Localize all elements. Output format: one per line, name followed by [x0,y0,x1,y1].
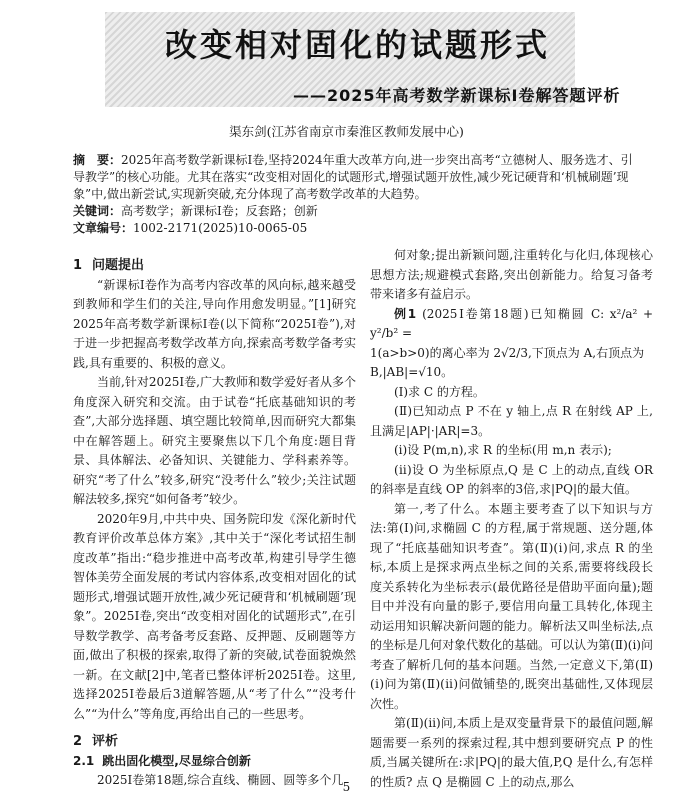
article-number-line [73,220,633,237]
article-subtitle: ——2025年高考数学新课标Ⅰ卷解答题评析 [293,86,621,105]
left-paragraph-4: 2025Ⅰ卷第18题,综合直线、椭圆、圆等多个几 [97,773,344,787]
abstract-text: 2025年高考数学新课标Ⅰ卷,坚持2024年重大改革方向,进一步突出高考“立德树人、服务选才、引导教学”的核心功能。尤其在落实“改变相对固化的试题形式,增强试题开放性,减少死记硬背和‘机械刷题’现象”中,做出新尝试,实现新突破,充分体现了高考数学改革的大趋势。 [73,153,633,201]
section-1-number: 1 [73,258,83,273]
title-banner [105,12,621,107]
right-paragraph-3: 第(Ⅱ)(ⅱ)问,本质上是双变量背景下的最值问题,解题需要一系列的探索过程,其中想到要研究点 P 的性质,当属关键所在:求|PQ|的最大值,P,Q 是什么,有怎样的性质? 点 Q 是椭圆 C 上的动点,那么 [370,716,653,789]
example-1-line-2: 1(a>b>0)的离心率为 2√2/3,下顶点为 A,右顶点为 [370,345,645,360]
right-paragraph-1: 何对象;提出新颖问题,注重转化与化归,体现核心思想方法;规避模式套路,突出创新能力。给复习备考带来诸多有益启示。 [370,248,653,301]
abstract-paragraph [73,152,633,203]
section-2-heading [73,732,356,752]
right-column [370,246,653,792]
keywords-line [73,203,633,220]
left-paragraph-1: “新课标Ⅰ卷作为高考内容改革的风向标,越来越受到教师和学生们的关注,导向作用愈发明显。”[1]研究2025年高考数学新课标Ⅰ卷(以下简称“2025Ⅰ卷”),对于进一步把握高考数学改革方向,探索高考数学备考实践,具有重要的、积极的意义。 [73,277,356,370]
article-number-label: 文章编号： [73,221,134,235]
left-paragraph-3: 2020年9月,中共中央、国务院印发《深化新时代教育评价改革总体方案》,其中关于“深化考试招生制度改革”指出:“稳步推进中高考改革,构建引导学生德智体美劳全面发展的考试内容体系,改变相对固化的试题形式,增强试题开放性,减少死记硬背和‘机械刷题’现象”。2025Ⅰ卷,突出“改变相对固化的试题形式”,在引导数学教学、高考备考反套路、反押题、反刷题等方面,做出了积极的探索,取得了新的突破,试卷面貌焕然一新。在文献[2]中,笔者已整体评析2025Ⅰ卷。这里,选择2025Ⅰ卷最后3道解答题,从“考了什么”“没考什么”“为什么”等角度,再给出自己的一些思考。 [73,511,356,721]
left-column [73,256,356,791]
right-paragraph-2: 第一,考了什么。本题主要考查了以下知识与方法:第(Ⅰ)问,求椭圆 C 的方程,属于常规题、送分题,体现了“托底基础知识考查”。第(Ⅱ)(ⅰ)问,求点 R 的坐标,本质上是探求两点坐标之间的关系,需要将线段长度关系转化为坐标表示(最优路径是借助平面向量);题目中并没有向量的影子,要信用向量工具转化,体现主动运用知识解决新问题的能力。解析法又叫坐标法,点的坐标是几何对象代数化的基础。可以认为第(Ⅱ)(ⅰ)问考查了解析几何的基本问题。当然,一定意义下,第(Ⅱ)(ⅰ)问为第(Ⅱ)(ⅱ)问做铺垫的,既突出基础性,又体现层次性。 [370,501,653,711]
left-paragraph-2: 当前,针对2025Ⅰ卷,广大教师和数学爱好者从多个角度深入研究和交流。由于试卷“托底基础知识的考查”,大部分选择题、填空题比较简单,因而研究大都集中在解答题上。研究主要聚焦以下几个角度:题目背景、具体解法、必备知识、关键能力、学科素养等。研究“考了什么”较多,研究“没考什么”较少;关注试题解法较多,探究“如何备考”较少。 [73,375,356,506]
question-2-i: (ⅰ)设 P(m,n),求 R 的坐标(用 m,n 表示); [394,443,612,457]
article-title: 改变相对固化的试题形式 [165,26,551,64]
keywords-text: 高考数学；新课标Ⅰ卷；反套路；创新 [121,204,318,218]
section-1-heading [73,256,356,276]
question-2: (Ⅱ)已知动点 P 不在 y 轴上,点 R 在射线 AP 上,且满足|AP|·|AR|=3。 [370,404,653,438]
example-1-text: (2025Ⅰ卷第18题)已知椭圆 C: x²/a² + y²/b² = [370,306,653,340]
subsection-2-1-title: 跳出固化模型,尽显综合创新 [102,753,251,768]
subsection-2-1-heading [73,752,356,772]
example-1-intro [370,305,653,344]
section-1-title: 问题提出 [92,258,145,273]
author-line: 渠东剑(江苏省南京市秦淮区教师发展中心) [229,124,464,139]
example-1-label: 例1 [394,306,417,321]
abstract-block [73,152,633,237]
question-1: (Ⅰ)求 C 的方程。 [394,384,485,399]
section-2-number: 2 [73,734,83,749]
example-1-line-3: B,|AB|=√10。 [370,365,454,379]
article-number: 1002-2171(2025)10-0065-05 [133,221,308,235]
page-number: 5 [342,780,351,794]
subsection-2-1-number: 2.1 [73,753,95,768]
section-2-title: 评析 [92,734,119,749]
question-2-ii: (ⅱ)设 O 为坐标原点,Q 是 C 上的动点,直线 OR 的斜率是直线 OP 的斜率的3倍,求|PQ|的最大值。 [370,462,653,496]
keywords-label: 关键词： [73,204,122,218]
abstract-label: 摘 要： [73,153,122,167]
